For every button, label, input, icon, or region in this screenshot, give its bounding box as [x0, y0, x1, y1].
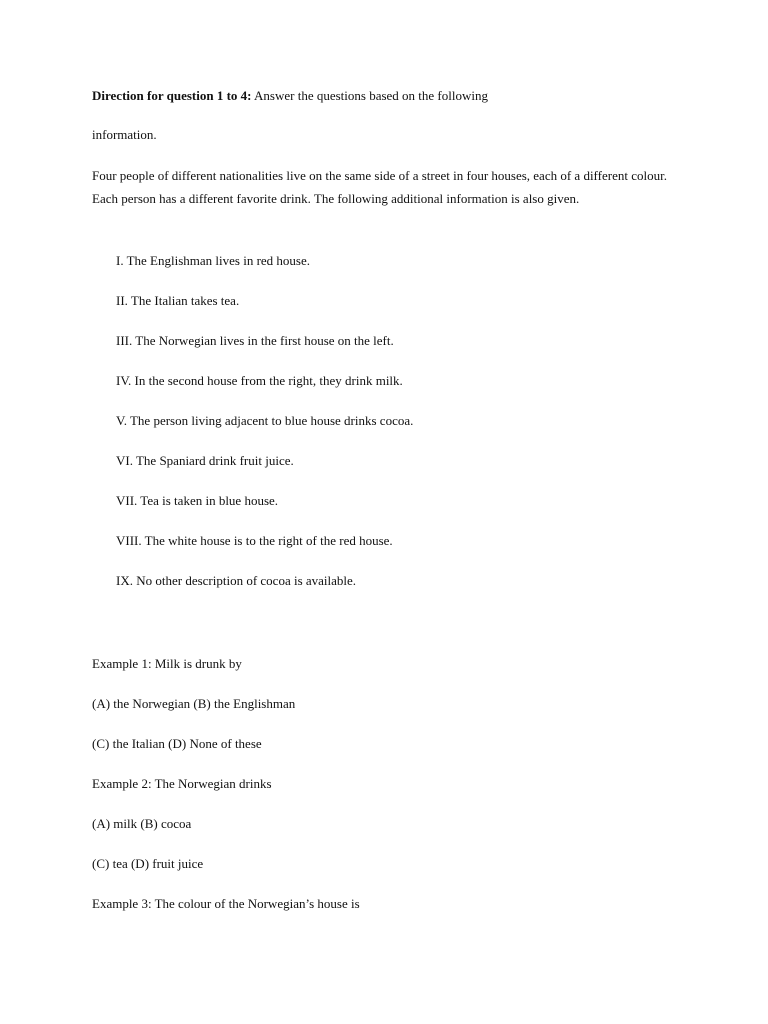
- clue-1: I. The Englishman lives in red house.: [116, 253, 311, 268]
- clue-5: V. The person living adjacent to blue house drinks cocoa.: [116, 413, 414, 428]
- example-2-question: Example 2: The Norwegian drinks: [92, 776, 272, 791]
- direction-text: Answer the questions based on the following: [251, 88, 488, 103]
- example-1-options-cd: (C) the Italian (D) None of these: [92, 736, 262, 751]
- clue-3: III. The Norwegian lives in the first house on the left.: [116, 333, 394, 348]
- direction-continuation: information.: [92, 127, 157, 142]
- clue-7: VII. Tea is taken in blue house.: [116, 493, 279, 508]
- direction-heading: Direction for question 1 to 4:: [92, 88, 252, 103]
- example-2-options-ab: (A) milk (B) cocoa: [92, 816, 192, 831]
- clue-2: II. The Italian takes tea.: [116, 293, 240, 308]
- example-1-question: Example 1: Milk is drunk by: [92, 656, 242, 671]
- example-1-options-ab: (A) the Norwegian (B) the Englishman: [92, 696, 296, 711]
- clue-9: IX. No other description of cocoa is available.: [116, 573, 357, 588]
- clue-6: VI. The Spaniard drink fruit juice.: [116, 453, 294, 468]
- clue-8: VIII. The white house is to the right of the red house.: [116, 533, 393, 548]
- direction-line: [92, 88, 488, 104]
- intro-paragraph: Four people of different nationalities live on the same side of a street in four houses, each of a different colour. Each person has a different favorite drink. The following additional information is also given.: [92, 168, 667, 206]
- example-2-options-cd: (C) tea (D) fruit juice: [92, 856, 204, 871]
- clue-4: IV. In the second house from the right, they drink milk.: [116, 373, 403, 388]
- example-3-question: Example 3: The colour of the Norwegian’s house is: [92, 896, 360, 911]
